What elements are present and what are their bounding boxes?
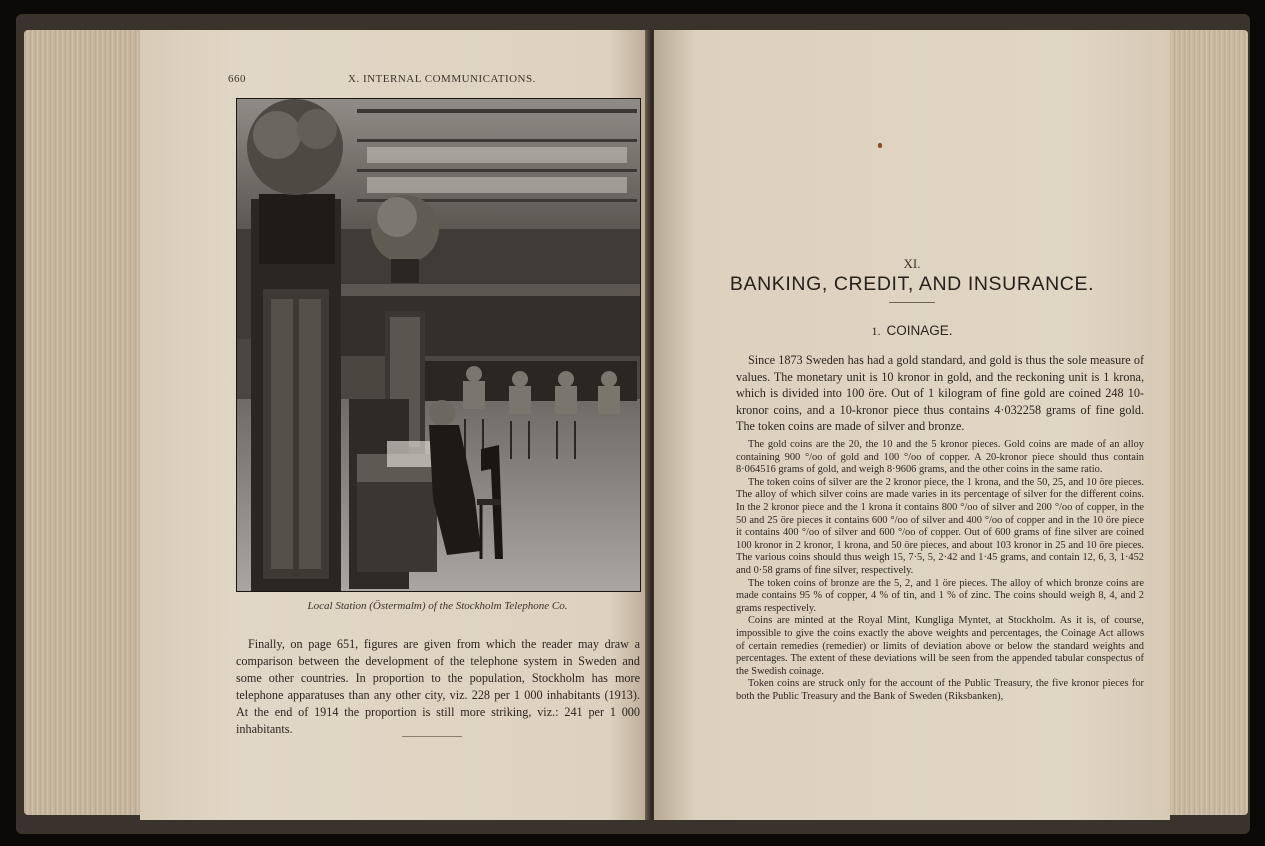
chapter-title: BANKING, CREDIT, AND INSURANCE. — [729, 273, 1095, 295]
photo-caption: Local Station (Östermalm) of the Stockholm Telephone Co. — [307, 600, 568, 612]
section-number: 1. — [871, 324, 881, 338]
chapter-number: XI. — [903, 256, 921, 271]
section-heading — [654, 323, 1170, 339]
end-rule — [402, 736, 462, 737]
page-mark — [878, 143, 882, 148]
page-edges-right — [1168, 30, 1248, 815]
intro-text — [736, 352, 1144, 435]
section-title: COINAGE. — [886, 323, 953, 338]
right-page — [654, 30, 1170, 820]
page-number: 660 — [228, 73, 246, 85]
coinage-body — [736, 439, 1144, 703]
running-title: X. INTERNAL COMMUNICATIONS. — [348, 73, 536, 85]
telephone-station-photo — [236, 98, 641, 592]
left-page — [140, 30, 650, 820]
page-edges-left — [24, 30, 144, 815]
title-rule — [889, 302, 935, 303]
intro-paragraph: Since 1873 Sweden has had a gold standard, and gold is thus the sole measure of values. The monetary unit is 10 kronor in gold, and the reckoning unit is 1 krona, which is divided into 100 öre. Out of 1 kilogram of fine gold are coined 248 10-kronor coins, and a 10-kronor piece thus contains 4·032258 grams of fine gold. The token coins are made of silver and bronze. — [736, 353, 1144, 433]
paragraph-mint: Coins are minted at the Royal Mint, Kungliga Myntet, at Stockholm. As it is, of course, impossible to give the coins exactly the above weights and percentages, the Coinage Act allows of certain remedies (remedier) or limits of deviation above or below the standard weights and percentages. The extent of these deviations will be seen from the appended tabular conspectus of the Swedish coinage. — [736, 615, 1144, 677]
paragraph-token: Token coins are struck only for the account of the Public Treasury, the five kronor pieces for both the Public Treasury and the Bank of Sweden (Riksbanken), — [736, 678, 1144, 702]
paragraph-bronze: The token coins of bronze are the 5, 2, and 1 öre pieces. The alloy of which bronze coins are made contains 95 % of copper, 4 % of tin, and 1 % of zinc. The coins should weigh 8, 4, and 2 grams respectively. — [736, 577, 1144, 614]
paragraph-silver: The token coins of silver are the 2 kronor piece, the 1 krona, and the 50, 25, and 10 öre pieces. The alloy of which silver coins are made varies in its percentage of silver for the different coins. In the 2 kronor piece and the 1 krona it contains 800 °/oo of silver and 200 °/oo of copper, in the 50 and 25 öre pieces it contains 600 °/oo of silver and 400 °/oo of copper and in the 10 öre piece it contains 400 °/oo of silver and 600 °/oo of copper. Out of 600 grams of fine silver are coined 100 kronor in 2 kronor, 1 krona, and 50 öre pieces, and about 103 kronor in 25 and 10 öre pieces. The various coins should thus weigh 15, 7·5, 5, 2·42 and 1·45 grams, and contain 12, 6, 3, 1·452 and 0·58 grams of fine silver, respectively. — [736, 476, 1144, 576]
photo-illustration — [237, 99, 640, 591]
paragraph-gold: The gold coins are the 20, the 10 and the 5 kronor pieces. Gold coins are made of an alloy containing 900 °/oo of gold and 100 °/oo of copper. A 20-kronor piece should thus contain 8·064516 grams of gold, and weigh 8·9606 grams, and the other coins in the same ratio. — [736, 439, 1144, 476]
left-body-text — [236, 636, 640, 738]
left-paragraph: Finally, on page 651, figures are given from which the reader may draw a comparison between the development of the telephone system in Sweden and some other countries. In proportion to the population, Stockholm has more telephone apparatuses than any other city, viz. 228 per 1 000 inhabitants (1913). At the end of 1914 the proportion is still more striking, viz.: 241 per 1 000 inhabitants. — [236, 637, 640, 736]
